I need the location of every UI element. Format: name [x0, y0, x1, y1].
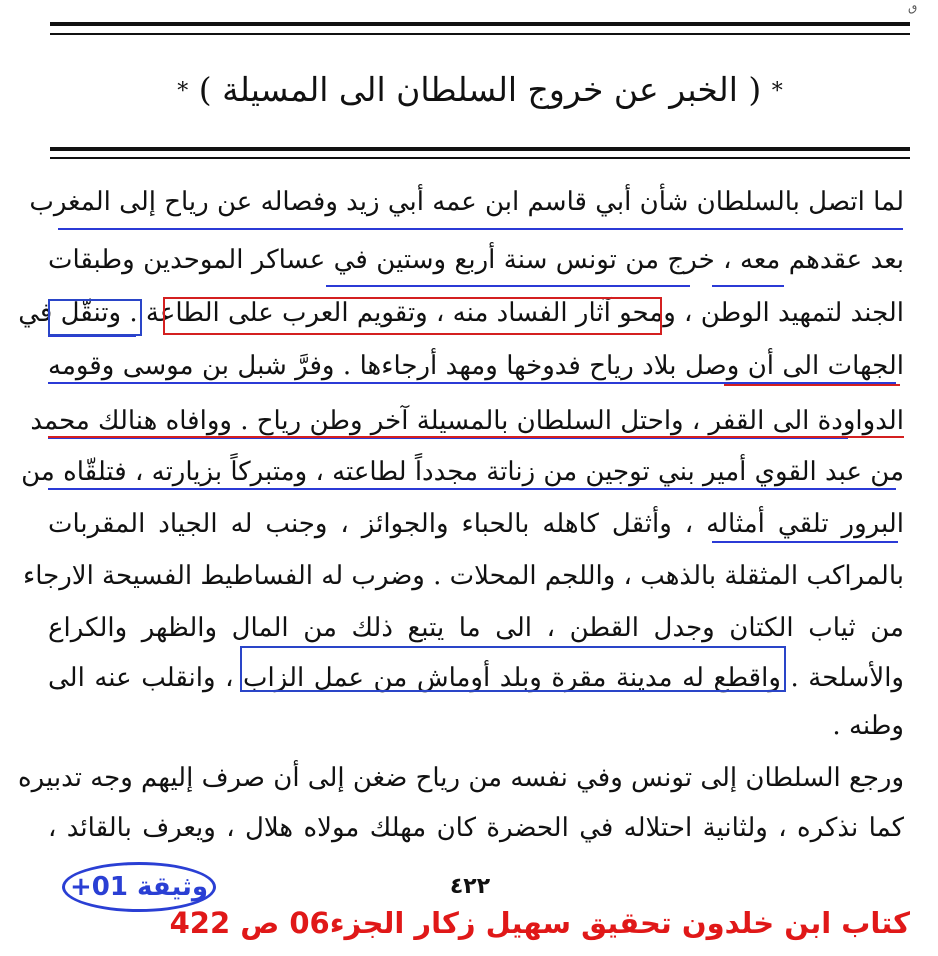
source-caption: كتاب ابن خلدون تحقيق سهيل زكار الجزء06 ص 422	[169, 906, 910, 940]
annotation-underline	[48, 488, 896, 490]
page-title	[50, 62, 910, 118]
body-line: وطنه .	[832, 711, 904, 741]
annotation-underline	[48, 436, 904, 438]
body-line: بعد عقدهم معه ، خرج من تونس سنة أربع وستين في عساكر الموحدين وطبقات	[48, 245, 904, 275]
corner-mark: ٯ	[908, 0, 918, 14]
body-line: كما نذكره ، ولثانية احتلاله في الحضرة كان مهلك مولاه هلال ، ويعرف بالقائد ،	[48, 813, 904, 843]
annotation-underline	[712, 541, 898, 543]
top-rule-thin	[50, 33, 910, 35]
title-star-left: *	[177, 79, 189, 104]
top-rule-thick	[50, 22, 910, 26]
annotation-underline	[724, 384, 900, 386]
annotation-underline	[326, 285, 690, 287]
title-text: ( الخبر عن خروج السلطان الى المسيلة )	[198, 70, 762, 109]
body-line: لما اتصل بالسلطان شأن أبي قاسم ابن عمه أبي زيد وفصاله عن رياح إلى المغرب	[29, 187, 904, 217]
document-badge	[62, 862, 216, 912]
annotation-underline	[58, 228, 903, 230]
body-line: من ثياب الكتان وجدل القطن ، الى ما يتبع ذلك من المال والظهر والكراع	[48, 613, 904, 643]
badge-text: وثيقة 01+	[69, 872, 209, 902]
annotation-box	[240, 646, 786, 692]
body-line: من عبد القوي أمير بني توجين من زناتة مجدداً لطاعته ، ومتبركاً بزيارته ، فتلقّاه من	[21, 457, 904, 487]
annotation-box	[48, 299, 142, 336]
body-line: بالمراكب المثقلة بالذهب ، واللجم المحلات . وضرب له الفساطيط الفسيحة الارجاء	[22, 561, 904, 591]
annotation-underline	[712, 285, 784, 287]
body-line: الدواودة الى القفر ، واحتل السلطان بالمسيلة آخر وطن رياح . ووافاه هنالك محمد	[30, 406, 904, 436]
body-line: البرور تلقي أمثاله ، وأثقل كاهله بالحباء والجوائز ، وجنب له الجياد المقربات	[48, 509, 904, 539]
page-number: ٤٢٢	[449, 874, 491, 899]
title-rule-thin	[50, 157, 910, 159]
body-line: والأسلحة . واقطع له مدينة مقرة وبلد أوماش من عمل الزاب ، وانقلب عنه الى	[48, 663, 904, 693]
body-line: ورجع السلطان إلى تونس وفي نفسه من رياح ضغن إلى أن صرف إليهم وجه تدبيره	[18, 763, 904, 793]
title-star-right: *	[771, 79, 783, 104]
body-line: الجند لتمهيد الوطن ، ومحو آثار الفساد منه ، وتقويم العرب على الطاعة . وتنقّل في	[18, 298, 904, 328]
annotation-box	[163, 297, 662, 335]
title-rule-thick	[50, 147, 910, 151]
body-line: الجهات الى أن وصل بلاد رياح فدوخها ومهد أرجاءها . وفرَّ شبل بن موسى وقومه	[48, 351, 904, 381]
